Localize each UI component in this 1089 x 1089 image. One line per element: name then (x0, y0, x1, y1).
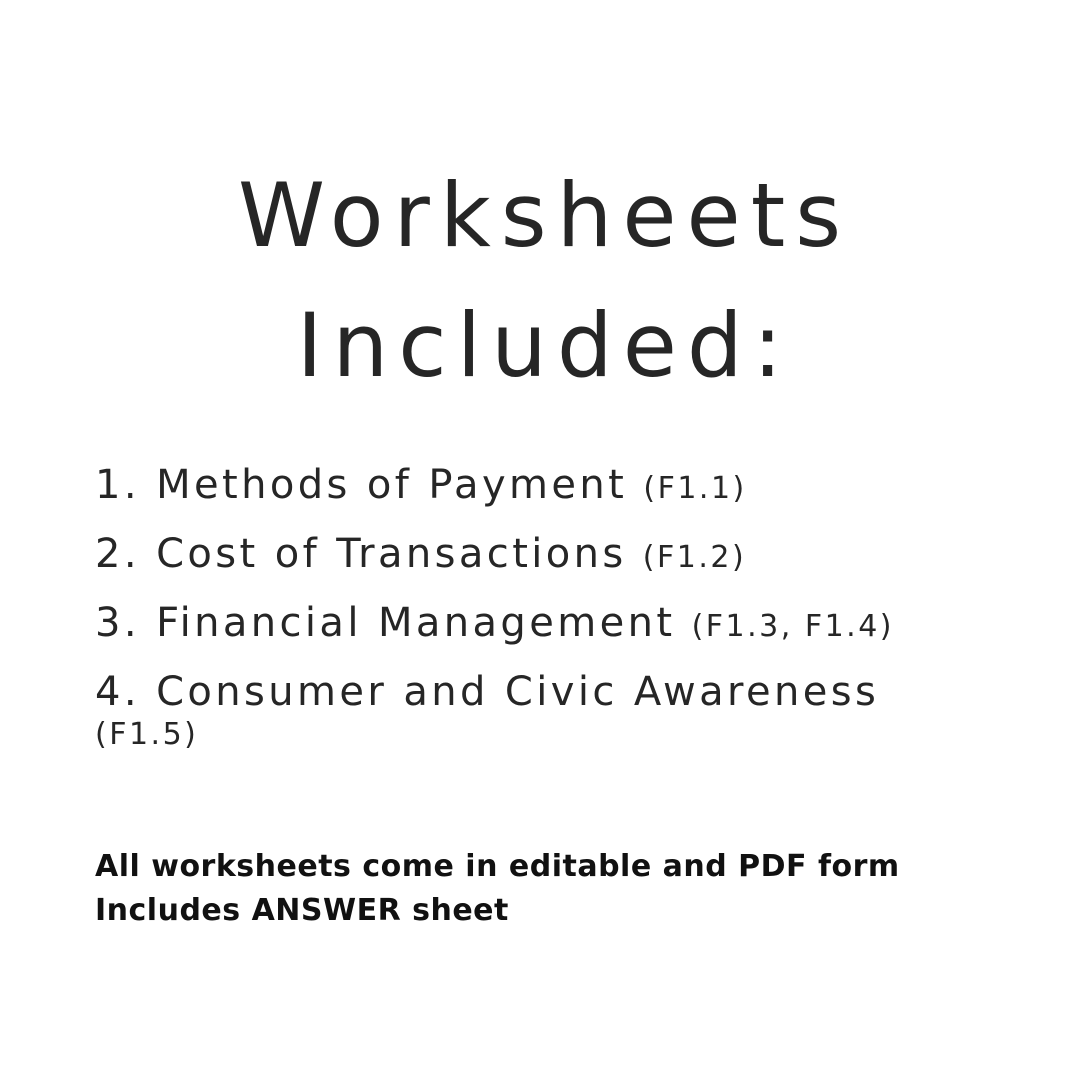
worksheet-item-code: (F1.1) (643, 471, 747, 506)
worksheet-item-code: (F1.5) (95, 717, 199, 752)
answer-sheet-note: Includes ANSWER sheet (95, 893, 509, 928)
worksheet-list (95, 462, 1055, 779)
title-line-1: Worksheets (237, 164, 852, 267)
worksheet-item (95, 600, 1055, 646)
worksheet-item-code: (F1.3, F1.4) (691, 609, 894, 644)
worksheet-item-label: 4. Consumer and Civic Awareness (95, 669, 880, 715)
worksheet-item-label: 1. Methods of Payment (95, 462, 628, 508)
worksheet-item (95, 669, 1055, 752)
title-line-2: Included: (296, 294, 793, 397)
worksheet-item (95, 531, 1055, 577)
notes-block (95, 845, 1075, 933)
worksheet-item-label: 2. Cost of Transactions (95, 531, 627, 577)
worksheet-item (95, 462, 1055, 508)
worksheet-item-code: (F1.2) (642, 540, 747, 575)
formats-note: All worksheets come in editable and PDF form (95, 849, 900, 884)
worksheet-item-label: 3. Financial Management (95, 600, 676, 646)
